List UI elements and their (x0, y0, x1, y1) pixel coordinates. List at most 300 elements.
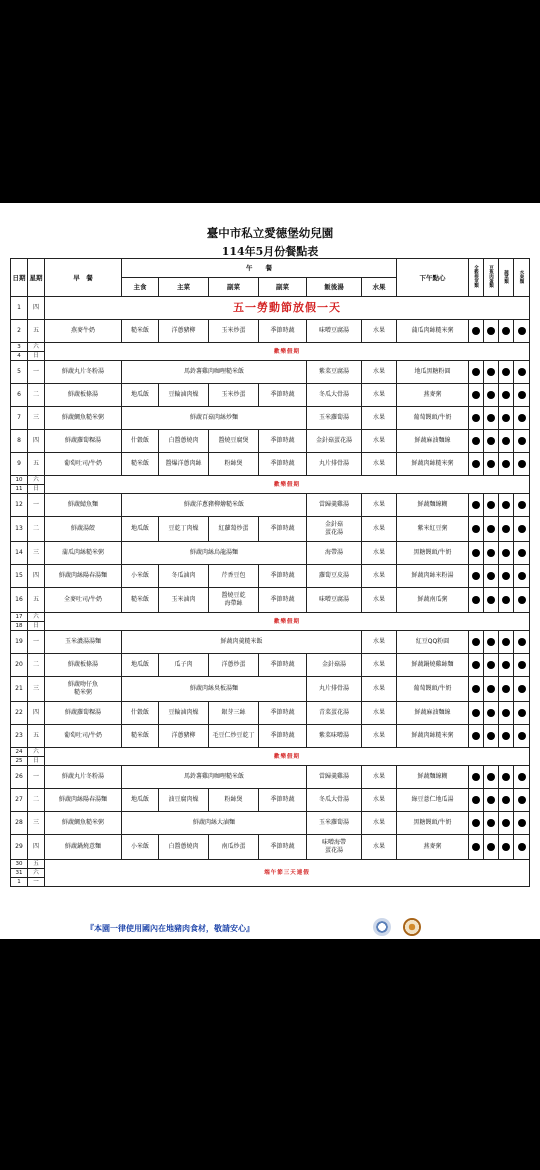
fruit-cell: 水果 (362, 430, 397, 453)
breakfast-cell: 玉米濃湯湯麵 (45, 631, 122, 654)
one-dish-cell: 鮮蔬洋蔥豬柳燴糙米飯 (122, 494, 307, 517)
header-lunch: 午 餐 (122, 259, 397, 278)
kindergarten-seal-icon (373, 918, 391, 936)
breakfast-cell: 鮮蔬板條湯 (45, 654, 122, 677)
breakfast-cell: 鮮蔬蘿蔔粿湯 (45, 702, 122, 725)
weekday-cell: 一 (28, 631, 45, 654)
weekday-cell: 二 (28, 384, 45, 407)
breakfast-cell: 葡萄吐司/牛奶 (45, 725, 122, 748)
filled-dot-icon (487, 796, 495, 804)
header-breakfast: 早 餐 (45, 259, 122, 297)
filled-dot-icon (518, 391, 526, 399)
fruit-cell: 水果 (362, 320, 397, 343)
fruit-cell: 水果 (362, 654, 397, 677)
day-cell: 19 (11, 631, 28, 654)
nutrition-check-cell (499, 789, 514, 812)
fruit-cell: 水果 (362, 789, 397, 812)
fruit-cell: 水果 (362, 766, 397, 789)
filled-dot-icon (518, 796, 526, 804)
nutrition-check-cell (484, 320, 499, 343)
menu-document (0, 203, 540, 939)
filled-dot-icon (518, 437, 526, 445)
menu-table (10, 258, 530, 887)
nutrition-check-cell (499, 517, 514, 542)
soup-cell: 丸片排骨湯 (307, 453, 362, 476)
fruit-cell: 水果 (362, 702, 397, 725)
day-cell: 26 (11, 766, 28, 789)
filled-dot-icon (518, 460, 526, 468)
soup-cell: 冬瓜大骨湯 (307, 789, 362, 812)
weekday-cell: 日 (28, 485, 45, 494)
filled-dot-icon (502, 843, 510, 851)
menu-row (11, 725, 530, 748)
filled-dot-icon (472, 525, 480, 533)
header-snack: 下午點心 (397, 259, 469, 297)
filled-dot-icon (518, 572, 526, 580)
nutrition-check-cell (499, 766, 514, 789)
weekday-cell: 四 (28, 835, 45, 860)
soup-cell: 玉米蘿蔔湯 (307, 812, 362, 835)
menu-row (11, 789, 530, 812)
nutrition-check-cell (469, 835, 484, 860)
menu-title: 114年5月份餐點表 (221, 245, 319, 258)
weekday-cell: 四 (28, 565, 45, 588)
filled-dot-icon (518, 596, 526, 604)
one-dish-cell: 馬鈴薯雞肉咖哩糙米飯 (122, 766, 307, 789)
nutrition-check-cell (469, 766, 484, 789)
day-cell: 9 (11, 453, 28, 476)
nutrition-check-cell (469, 725, 484, 748)
staple-cell: 小米飯 (122, 835, 159, 860)
holiday-row (11, 748, 530, 757)
day-cell: 15 (11, 565, 28, 588)
filled-dot-icon (518, 525, 526, 533)
filled-dot-icon (472, 368, 480, 376)
holiday-row (11, 613, 530, 622)
filled-dot-icon (472, 437, 480, 445)
side-dish-cell: 季節時蔬 (259, 725, 307, 748)
menu-row (11, 430, 530, 453)
weekday-cell: 一 (28, 766, 45, 789)
filled-dot-icon (502, 732, 510, 740)
snack-cell: 鮮蔬麻油麵線 (397, 430, 469, 453)
staple-cell: 糙米飯 (122, 588, 159, 613)
nutrition-check-cell (499, 702, 514, 725)
snack-cell: 黑糖饅頭/牛奶 (397, 812, 469, 835)
nutrition-check-cell (484, 453, 499, 476)
day-cell: 23 (11, 725, 28, 748)
filled-dot-icon (487, 843, 495, 851)
header-vegetable (499, 259, 514, 297)
weekday-cell: 六 (28, 476, 45, 485)
menu-row (11, 542, 530, 565)
weekday-cell: 三 (28, 542, 45, 565)
filled-dot-icon (472, 732, 480, 740)
menu-row (11, 407, 530, 430)
nutrition-check-cell (469, 588, 484, 613)
main-dish-cell: 白醬蔥燒肉 (159, 835, 209, 860)
nutrition-check-cell (499, 725, 514, 748)
fruit-cell: 水果 (362, 517, 397, 542)
side-dish-cell: 芹香豆包 (209, 565, 259, 588)
main-dish-cell: 豆輪滷肉燥 (159, 384, 209, 407)
day-cell: 29 (11, 835, 28, 860)
side-dish-cell: 粉絲煲 (209, 453, 259, 476)
nutrition-check-cell (499, 494, 514, 517)
fruit-cell: 水果 (362, 407, 397, 430)
header-grains-label: 全穀根莖類 (473, 265, 479, 288)
nutrition-check-cell (514, 835, 530, 860)
weekday-cell: 四 (28, 702, 45, 725)
filled-dot-icon (472, 819, 480, 827)
breakfast-cell: 鮮蔬蘿蔔粿湯 (45, 430, 122, 453)
soup-cell: 味噌豆腐湯 (307, 588, 362, 613)
filled-dot-icon (487, 819, 495, 827)
day-cell: 20 (11, 654, 28, 677)
nutrition-check-cell (484, 588, 499, 613)
soup-cell: 玉米蘿蔔湯 (307, 407, 362, 430)
nutrition-check-cell (499, 677, 514, 702)
one-dish-cell: 鮮蔬百菇肉絲炒麵 (122, 407, 307, 430)
staple-cell: 小米飯 (122, 565, 159, 588)
nutrition-check-cell (484, 766, 499, 789)
nutrition-check-cell (469, 812, 484, 835)
side-dish-cell: 南瓜炒蛋 (209, 835, 259, 860)
main-dish-cell: 玉米滷肉 (159, 588, 209, 613)
holiday-label: 端午節三天連假 (45, 860, 530, 887)
side-dish-cell: 季節時蔬 (259, 789, 307, 812)
day-cell: 6 (11, 384, 28, 407)
main-dish-cell: 白醬蔥燒肉 (159, 430, 209, 453)
snack-cell: 地瓜黑糖粉圓 (397, 361, 469, 384)
nutrition-check-cell (514, 407, 530, 430)
main-dish-cell: 瓜子肉 (159, 654, 209, 677)
filled-dot-icon (518, 732, 526, 740)
day-cell: 3 (11, 343, 28, 352)
day-cell: 12 (11, 494, 28, 517)
menu-row (11, 835, 530, 860)
nutrition-check-cell (514, 494, 530, 517)
filled-dot-icon (472, 596, 480, 604)
nutrition-check-cell (499, 384, 514, 407)
nutrition-check-cell (514, 702, 530, 725)
snack-cell: 鮮蔬麻油麵線 (397, 702, 469, 725)
filled-dot-icon (502, 525, 510, 533)
main-dish-cell: 豆輪滷肉燥 (159, 702, 209, 725)
snack-cell: 鮮蔬麵線糊 (397, 766, 469, 789)
one-dish-cell: 馬鈴薯雞肉咖哩糙米飯 (122, 361, 307, 384)
side-dish-cell: 玉米炒蛋 (209, 384, 259, 407)
one-dish-cell: 鮮蔬肉絲大滷麵 (122, 812, 307, 835)
soup-cell: 味噌豆腐湯 (307, 320, 362, 343)
day-cell: 5 (11, 361, 28, 384)
filled-dot-icon (487, 709, 495, 717)
side-dish-cell: 粉絲煲 (209, 789, 259, 812)
holiday-label: 歡樂假期 (45, 613, 530, 631)
soup-cell: 蘿蔔豆皮湯 (307, 565, 362, 588)
header-protein (484, 259, 499, 297)
nutrition-check-cell (514, 384, 530, 407)
fruit-cell: 水果 (362, 384, 397, 407)
one-dish-cell: 鮮蔬肉絲烏龍湯麵 (122, 542, 307, 565)
snack-cell: 鮮蔬肉絲米粉湯 (397, 565, 469, 588)
weekday-cell: 二 (28, 654, 45, 677)
filled-dot-icon (487, 638, 495, 646)
side-dish-cell: 季節時蔬 (259, 702, 307, 725)
day-cell: 31 (11, 869, 28, 878)
nutrition-check-cell (469, 407, 484, 430)
nutrition-check-cell (499, 654, 514, 677)
main-dish-cell: 洋蔥豬柳 (159, 725, 209, 748)
staple-cell: 糙米飯 (122, 453, 159, 476)
nutrition-check-cell (499, 453, 514, 476)
side-dish-cell: 季節時蔬 (259, 384, 307, 407)
nutrition-check-cell (514, 725, 530, 748)
filled-dot-icon (502, 368, 510, 376)
menu-row (11, 654, 530, 677)
nutrition-check-cell (469, 361, 484, 384)
side-dish-cell: 季節時蔬 (259, 654, 307, 677)
fruit-cell: 水果 (362, 631, 397, 654)
soup-cell: 金針菇湯 (307, 654, 362, 677)
nutrition-check-cell (499, 430, 514, 453)
nutrition-check-cell (484, 565, 499, 588)
nutrition-check-cell (514, 361, 530, 384)
soup-cell: 金針菇 蛋花湯 (307, 517, 362, 542)
nutrition-check-cell (484, 835, 499, 860)
nutrition-check-cell (514, 565, 530, 588)
nutrition-check-cell (469, 565, 484, 588)
nutrition-check-cell (499, 542, 514, 565)
nutrition-check-cell (484, 677, 499, 702)
soup-cell: 紫菜味噌湯 (307, 725, 362, 748)
nutrition-check-cell (484, 517, 499, 542)
side-dish-cell: 季節時蔬 (259, 453, 307, 476)
holiday-row (11, 476, 530, 485)
snack-cell: 鮮蔬麵線糊 (397, 494, 469, 517)
menu-row (11, 702, 530, 725)
filled-dot-icon (518, 501, 526, 509)
nutrition-check-cell (514, 789, 530, 812)
staple-cell: 什穀飯 (122, 430, 159, 453)
menu-row (11, 565, 530, 588)
filled-dot-icon (487, 460, 495, 468)
nutrition-check-cell (469, 542, 484, 565)
side-dish-cell: 季節時蔬 (259, 835, 307, 860)
fruit-cell: 水果 (362, 494, 397, 517)
day-cell: 13 (11, 517, 28, 542)
filled-dot-icon (502, 685, 510, 693)
staple-cell: 地瓜飯 (122, 517, 159, 542)
weekday-cell: 五 (28, 453, 45, 476)
weekday-cell: 六 (28, 613, 45, 622)
side-dish-cell: 季節時蔬 (259, 320, 307, 343)
weekday-cell: 六 (28, 748, 45, 757)
menu-body (11, 297, 530, 887)
snack-cell: 鮮蔬肉絲糙米粥 (397, 725, 469, 748)
filled-dot-icon (518, 638, 526, 646)
day-cell: 1 (11, 297, 28, 320)
snack-cell: 燕麥粥 (397, 835, 469, 860)
filled-dot-icon (502, 796, 510, 804)
staple-cell: 地瓜飯 (122, 654, 159, 677)
weekday-cell: 五 (28, 588, 45, 613)
filled-dot-icon (487, 368, 495, 376)
fruit-cell: 水果 (362, 812, 397, 835)
nutrition-check-cell (499, 565, 514, 588)
snack-cell: 蒲瓜肉絲糙米粥 (397, 320, 469, 343)
day-cell: 21 (11, 677, 28, 702)
filled-dot-icon (487, 685, 495, 693)
filled-dot-icon (472, 773, 480, 781)
day-cell: 1 (11, 878, 28, 887)
holiday-label: 歡樂假期 (45, 748, 530, 766)
side-dish-cell: 季節時蔬 (259, 588, 307, 613)
staple-cell: 地瓜飯 (122, 789, 159, 812)
nutrition-check-cell (469, 517, 484, 542)
filled-dot-icon (502, 709, 510, 717)
header-protein-label: 豆魚肉蛋類 (488, 265, 494, 288)
filled-dot-icon (487, 391, 495, 399)
side-dish-cell: 醬燒豆腐煲 (209, 430, 259, 453)
nutrition-check-cell (484, 542, 499, 565)
nutrition-check-cell (514, 766, 530, 789)
nutrition-check-cell (514, 430, 530, 453)
header-fruit-group (514, 259, 530, 297)
weekday-cell: 六 (28, 343, 45, 352)
weekday-cell: 六 (28, 869, 45, 878)
side-dish-cell: 毛豆仁炒豆乾丁 (209, 725, 259, 748)
nutrition-check-cell (469, 320, 484, 343)
nutrition-check-cell (514, 631, 530, 654)
day-cell: 27 (11, 789, 28, 812)
nutrition-check-cell (469, 384, 484, 407)
breakfast-cell: 鮮蔬鯛魚糙米粥 (45, 407, 122, 430)
menu-row (11, 361, 530, 384)
filled-dot-icon (487, 501, 495, 509)
nutrition-check-cell (499, 407, 514, 430)
nutrition-check-cell (484, 631, 499, 654)
nutrition-check-cell (514, 677, 530, 702)
filled-dot-icon (518, 843, 526, 851)
filled-dot-icon (518, 327, 526, 335)
soup-cell: 青菜蛋花湯 (307, 702, 362, 725)
holiday-label: 歡樂假期 (45, 343, 530, 361)
weekday-cell: 一 (28, 878, 45, 887)
fruit-cell: 水果 (362, 565, 397, 588)
filled-dot-icon (502, 661, 510, 669)
nutrition-check-cell (484, 654, 499, 677)
nutrition-check-cell (469, 494, 484, 517)
weekday-cell: 三 (28, 812, 45, 835)
nutrition-check-cell (469, 453, 484, 476)
header-weekday: 星期 (28, 259, 45, 297)
school-name: 臺中市私立愛德堡幼兒園 (206, 226, 334, 240)
filled-dot-icon (487, 661, 495, 669)
side-dish-cell: 紅蘿蔔炒蛋 (209, 517, 259, 542)
main-dish-cell: 冬瓜滷肉 (159, 565, 209, 588)
breakfast-cell: 鮮蔬湯餃 (45, 517, 122, 542)
snack-cell: 紅豆QQ粉圓 (397, 631, 469, 654)
day-cell: 17 (11, 613, 28, 622)
menu-row (11, 677, 530, 702)
main-dish-cell: 醬爆洋蔥肉絲 (159, 453, 209, 476)
weekday-cell: 四 (28, 297, 45, 320)
snack-cell: 燕麥粥 (397, 384, 469, 407)
nutrition-check-cell (514, 812, 530, 835)
fruit-cell: 水果 (362, 361, 397, 384)
filled-dot-icon (487, 525, 495, 533)
breakfast-cell: 蒲瓜肉絲糙米粥 (45, 542, 122, 565)
nutrition-check-cell (484, 494, 499, 517)
weekday-cell: 日 (28, 757, 45, 766)
nutrition-check-cell (484, 725, 499, 748)
staple-cell: 地瓜飯 (122, 384, 159, 407)
menu-row (11, 453, 530, 476)
menu-row (11, 766, 530, 789)
nutrition-check-cell (514, 517, 530, 542)
certification-logo-icon (403, 918, 421, 936)
nutrition-check-cell (514, 453, 530, 476)
nutrition-check-cell (484, 407, 499, 430)
filled-dot-icon (487, 437, 495, 445)
filled-dot-icon (472, 391, 480, 399)
soup-cell: 丸片排骨湯 (307, 677, 362, 702)
day-cell: 4 (11, 352, 28, 361)
weekday-cell: 三 (28, 407, 45, 430)
day-cell: 18 (11, 622, 28, 631)
header-soup: 飯後湯 (307, 278, 362, 297)
filled-dot-icon (472, 327, 480, 335)
holiday-row (11, 860, 530, 869)
snack-cell: 鮮蔬南瓜粥 (397, 588, 469, 613)
snack-cell: 鮮蔬肉絲糙米粥 (397, 453, 469, 476)
side-dish-cell: 銀芽三絲 (209, 702, 259, 725)
breakfast-cell: 鮮蔬鯖魚麵 (45, 494, 122, 517)
weekday-cell: 日 (28, 622, 45, 631)
filled-dot-icon (502, 460, 510, 468)
filled-dot-icon (487, 414, 495, 422)
soup-cell: 海帶湯 (307, 542, 362, 565)
filled-dot-icon (502, 391, 510, 399)
nutrition-check-cell (484, 789, 499, 812)
day-cell: 7 (11, 407, 28, 430)
staple-cell: 糙米飯 (122, 320, 159, 343)
nutrition-check-cell (499, 812, 514, 835)
header-main: 主菜 (159, 278, 209, 297)
nutrition-check-cell (484, 812, 499, 835)
header-staple: 主食 (122, 278, 159, 297)
soup-cell: 金針菇蛋花湯 (307, 430, 362, 453)
header-day: 日期 (11, 259, 28, 297)
footer-note: 『本園一律使用國內在地豬肉食材，敬請安心』 (86, 924, 254, 933)
nutrition-check-cell (514, 654, 530, 677)
nutrition-check-cell (499, 588, 514, 613)
breakfast-cell: 葡萄吐司/牛奶 (45, 453, 122, 476)
holiday-label: 五一勞動節放假一天 (45, 297, 530, 320)
breakfast-cell: 鮮蔬肉絲陽春湯麵 (45, 565, 122, 588)
weekday-cell: 五 (28, 860, 45, 869)
menu-row (11, 384, 530, 407)
nutrition-check-cell (469, 677, 484, 702)
side-dish-cell: 玉米炒蛋 (209, 320, 259, 343)
breakfast-cell: 鮮蔬丸片冬粉湯 (45, 766, 122, 789)
nutrition-check-cell (469, 430, 484, 453)
day-cell: 11 (11, 485, 28, 494)
filled-dot-icon (502, 501, 510, 509)
fruit-cell: 水果 (362, 835, 397, 860)
breakfast-cell: 鮮蔬板條湯 (45, 384, 122, 407)
